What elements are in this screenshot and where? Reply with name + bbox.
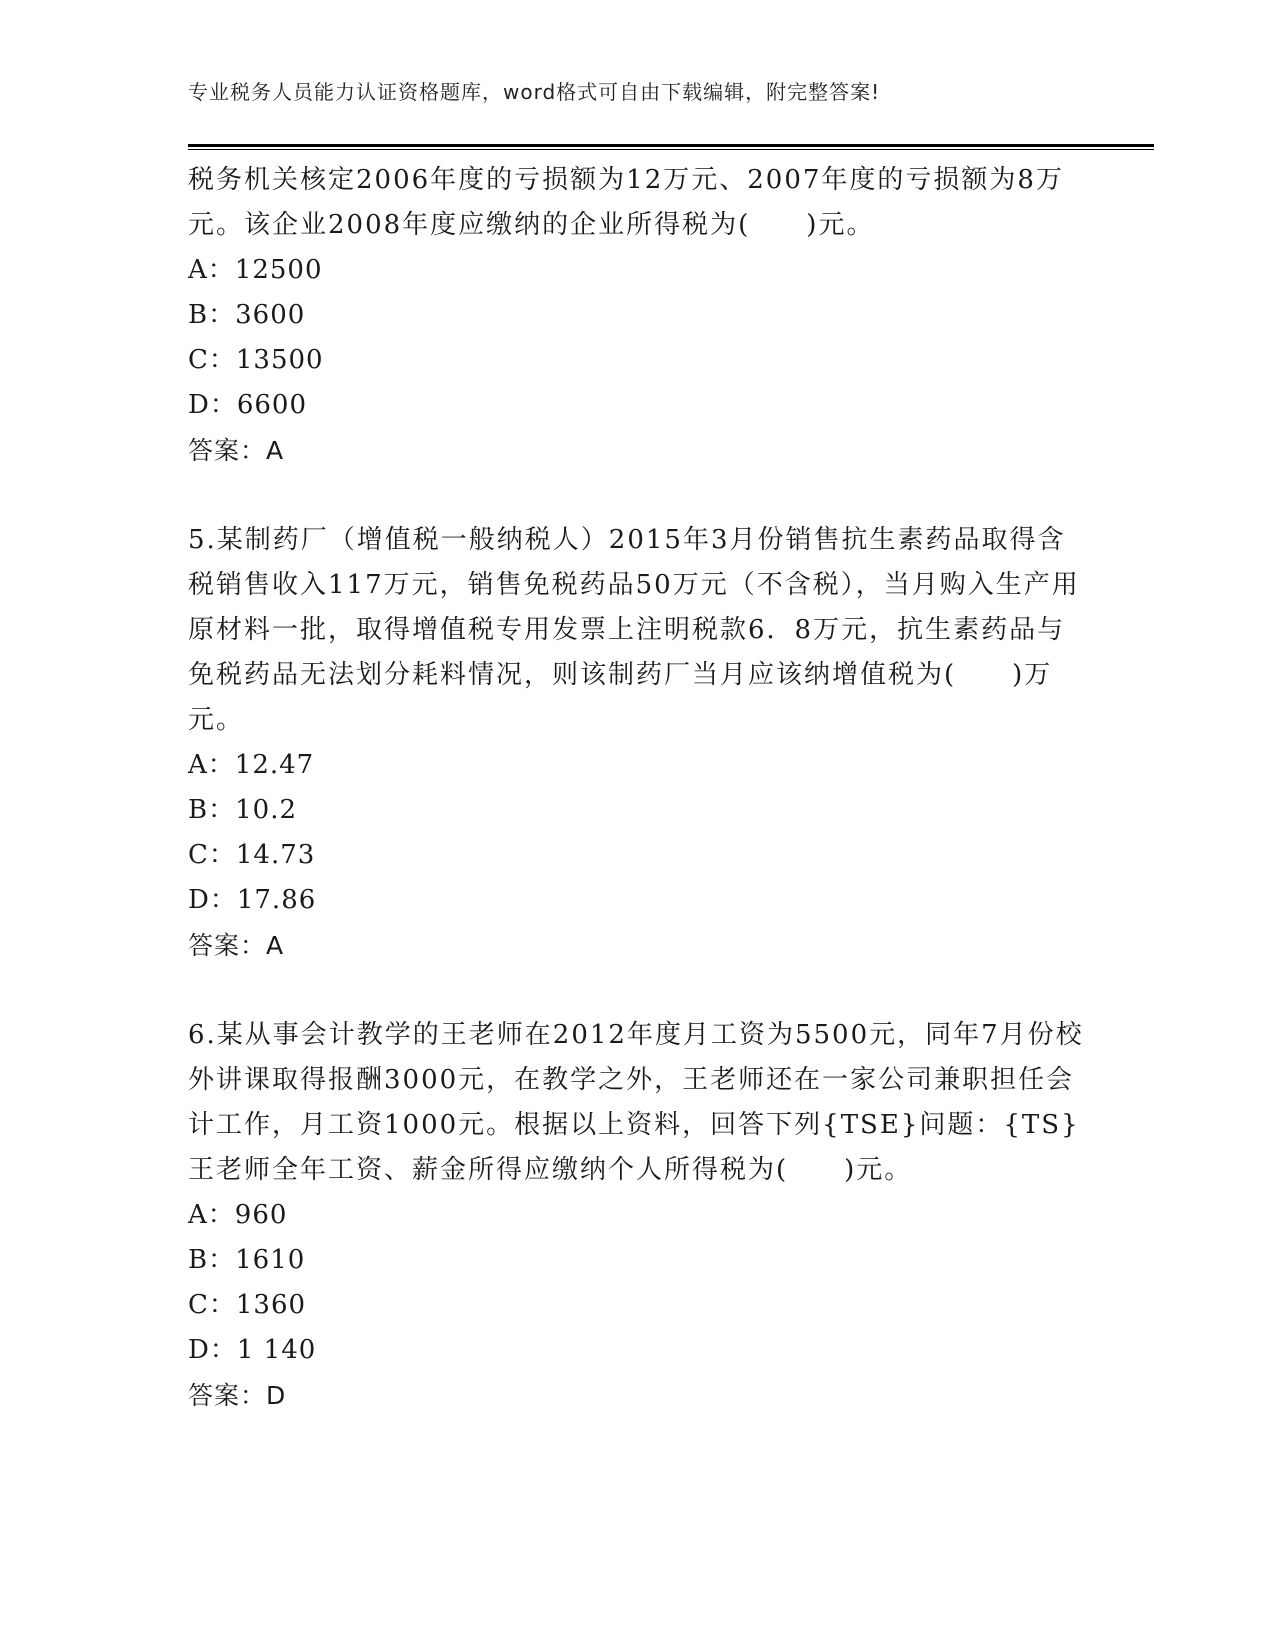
answer-line: 答案：D [188,1381,287,1410]
option-b: B：1610 [188,1245,306,1275]
header-divider-thin [188,149,1154,150]
question-stem: 5.某制药厂（增值税一般纳税人）2015年3月份销售抗生素药品取得含税销售收入117万元，销售免税药品50万元（不含税），当月购入生产用原材料一批，取得增值税专用发票上注明税款6．8万元，抗生素药品与免税药品无法划分耗料情况，则该制药厂当月应该纳增值税为( )万元。 [188,525,1080,735]
header-divider-thick [188,144,1154,147]
question-block [188,518,1088,968]
answer-line: 答案：A [188,931,285,960]
answer-line: 答案：A [188,436,285,465]
question-stem: 税务机关核定2006年度的亏损额为12万元、2007年度的亏损额为8万元。该企业2008年度应缴纳的企业所得税为( )元。 [188,165,1064,240]
spacer [188,968,1088,1013]
option-b: B：3600 [188,300,306,330]
option-d: D：6600 [188,390,308,420]
spacer [188,473,1088,518]
option-c: C：1360 [188,1290,307,1320]
option-a: A：12500 [188,255,323,285]
option-a: A：960 [188,1200,288,1230]
document-body [188,158,1088,1418]
question-stem: 6.某从事会计教学的王老师在2012年度月工资为5500元，同年7月份校外讲课取得报酬3000元，在教学之外，王老师还在一家公司兼职担任会计工作，月工资1000元。根据以上资料，回答下列{TSE}问题：{TS}王老师全年工资、薪金所得应缴纳个人所得税为( )元。 [188,1020,1084,1185]
option-a: A：12.47 [188,750,315,780]
question-block [188,158,1088,473]
option-c: C：14.73 [188,840,316,870]
option-d: D：17.86 [188,885,317,915]
option-b: B：10.2 [188,795,297,825]
page-header: 专业税务人员能力认证资格题库，word格式可自由下载编辑，附完整答案! [188,80,881,104]
question-block [188,1013,1088,1418]
option-d: D：1 140 [188,1335,317,1365]
option-c: C：13500 [188,345,324,375]
